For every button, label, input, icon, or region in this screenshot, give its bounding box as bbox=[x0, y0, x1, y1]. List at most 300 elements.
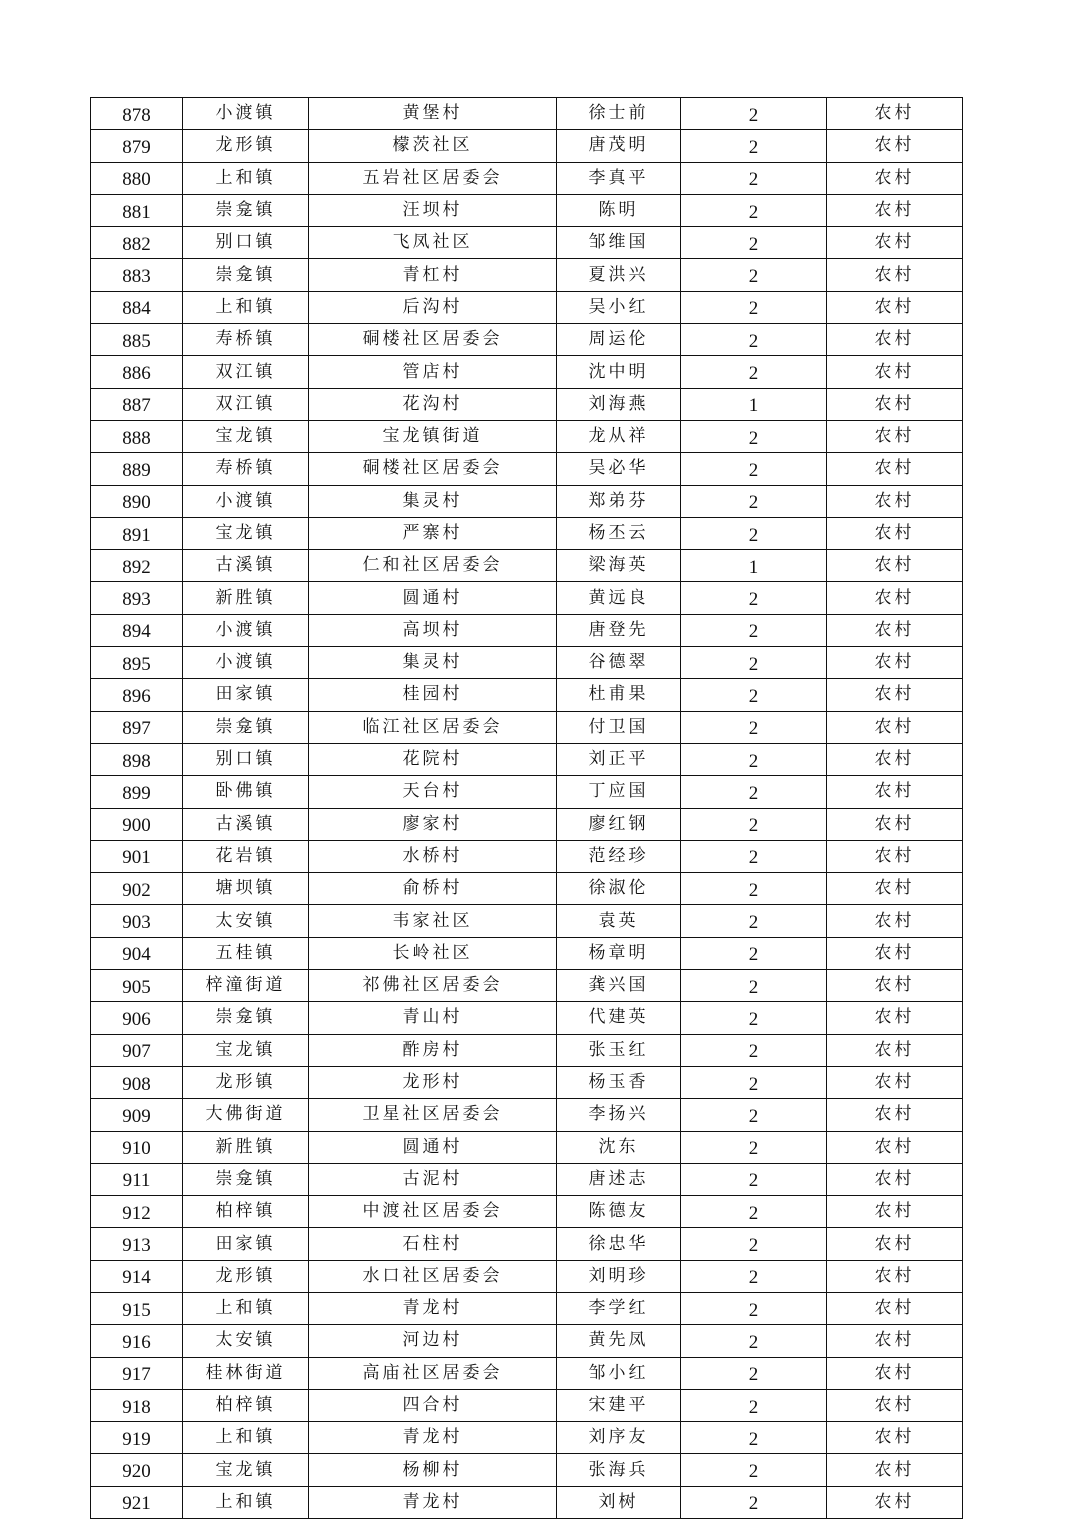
person-name-cell: 邹小红 bbox=[557, 1357, 681, 1389]
town-cell: 柏梓镇 bbox=[183, 1196, 309, 1228]
count-cell: 2 bbox=[681, 1002, 827, 1034]
town-cell: 桂林街道 bbox=[183, 1357, 309, 1389]
count-cell: 2 bbox=[681, 1389, 827, 1421]
row-number-cell: 907 bbox=[91, 1034, 183, 1066]
village-cell: 集灵村 bbox=[309, 647, 557, 679]
row-number-cell: 909 bbox=[91, 1099, 183, 1131]
village-cell: 仁和社区居委会 bbox=[309, 550, 557, 582]
count-cell: 2 bbox=[681, 98, 827, 130]
category-cell: 农村 bbox=[827, 1260, 963, 1292]
category-cell: 农村 bbox=[827, 1002, 963, 1034]
category-cell: 农村 bbox=[827, 873, 963, 905]
table-row bbox=[91, 808, 963, 840]
category-cell: 农村 bbox=[827, 937, 963, 969]
person-name-cell: 徐淑伦 bbox=[557, 873, 681, 905]
village-cell: 水口社区居委会 bbox=[309, 1260, 557, 1292]
row-number-cell: 919 bbox=[91, 1422, 183, 1454]
count-cell: 2 bbox=[681, 420, 827, 452]
table-row bbox=[91, 420, 963, 452]
count-cell: 2 bbox=[681, 130, 827, 162]
village-cell: 檬茨社区 bbox=[309, 130, 557, 162]
village-cell: 俞桥村 bbox=[309, 873, 557, 905]
person-name-cell: 袁英 bbox=[557, 905, 681, 937]
table-row bbox=[91, 1422, 963, 1454]
town-cell: 上和镇 bbox=[183, 162, 309, 194]
count-cell: 2 bbox=[681, 1486, 827, 1518]
row-number-cell: 889 bbox=[91, 453, 183, 485]
table-row bbox=[91, 743, 963, 775]
town-cell: 小渡镇 bbox=[183, 98, 309, 130]
person-name-cell: 吴必华 bbox=[557, 453, 681, 485]
village-cell: 严寨村 bbox=[309, 517, 557, 549]
table-row bbox=[91, 98, 963, 130]
person-name-cell: 刘正平 bbox=[557, 743, 681, 775]
category-cell: 农村 bbox=[827, 1066, 963, 1098]
category-cell: 农村 bbox=[827, 711, 963, 743]
row-number-cell: 900 bbox=[91, 808, 183, 840]
count-cell: 2 bbox=[681, 1228, 827, 1260]
village-cell: 集灵村 bbox=[309, 485, 557, 517]
category-cell: 农村 bbox=[827, 324, 963, 356]
table-body bbox=[91, 98, 963, 1519]
village-cell: 中渡社区居委会 bbox=[309, 1196, 557, 1228]
table-row bbox=[91, 1486, 963, 1518]
person-name-cell: 刘明珍 bbox=[557, 1260, 681, 1292]
village-cell: 青龙村 bbox=[309, 1292, 557, 1324]
person-name-cell: 李学红 bbox=[557, 1292, 681, 1324]
town-cell: 大佛街道 bbox=[183, 1099, 309, 1131]
table-row bbox=[91, 1163, 963, 1195]
town-cell: 卧佛镇 bbox=[183, 776, 309, 808]
village-cell: 汪坝村 bbox=[309, 194, 557, 226]
count-cell: 2 bbox=[681, 840, 827, 872]
count-cell: 2 bbox=[681, 453, 827, 485]
row-number-cell: 914 bbox=[91, 1260, 183, 1292]
category-cell: 农村 bbox=[827, 227, 963, 259]
records-table bbox=[90, 97, 963, 1519]
village-cell: 韦家社区 bbox=[309, 905, 557, 937]
table-row bbox=[91, 550, 963, 582]
village-cell: 五岩社区居委会 bbox=[309, 162, 557, 194]
category-cell: 农村 bbox=[827, 743, 963, 775]
row-number-cell: 908 bbox=[91, 1066, 183, 1098]
count-cell: 2 bbox=[681, 1454, 827, 1486]
village-cell: 青龙村 bbox=[309, 1486, 557, 1518]
town-cell: 宝龙镇 bbox=[183, 420, 309, 452]
town-cell: 古溪镇 bbox=[183, 808, 309, 840]
town-cell: 柏梓镇 bbox=[183, 1389, 309, 1421]
table-row bbox=[91, 1292, 963, 1324]
town-cell: 五桂镇 bbox=[183, 937, 309, 969]
count-cell: 2 bbox=[681, 227, 827, 259]
person-name-cell: 邹维国 bbox=[557, 227, 681, 259]
table-row bbox=[91, 1034, 963, 1066]
person-name-cell: 沈东 bbox=[557, 1131, 681, 1163]
row-number-cell: 884 bbox=[91, 291, 183, 323]
town-cell: 花岩镇 bbox=[183, 840, 309, 872]
table-row bbox=[91, 356, 963, 388]
town-cell: 别口镇 bbox=[183, 227, 309, 259]
town-cell: 双江镇 bbox=[183, 356, 309, 388]
row-number-cell: 891 bbox=[91, 517, 183, 549]
count-cell: 2 bbox=[681, 970, 827, 1002]
person-name-cell: 周运伦 bbox=[557, 324, 681, 356]
count-cell: 2 bbox=[681, 1292, 827, 1324]
table-row bbox=[91, 1196, 963, 1228]
village-cell: 水桥村 bbox=[309, 840, 557, 872]
town-cell: 宝龙镇 bbox=[183, 517, 309, 549]
table-row bbox=[91, 453, 963, 485]
row-number-cell: 921 bbox=[91, 1486, 183, 1518]
category-cell: 农村 bbox=[827, 776, 963, 808]
person-name-cell: 吴小红 bbox=[557, 291, 681, 323]
town-cell: 太安镇 bbox=[183, 1325, 309, 1357]
row-number-cell: 886 bbox=[91, 356, 183, 388]
village-cell: 花沟村 bbox=[309, 388, 557, 420]
town-cell: 宝龙镇 bbox=[183, 1454, 309, 1486]
count-cell: 2 bbox=[681, 1066, 827, 1098]
table-row bbox=[91, 517, 963, 549]
category-cell: 农村 bbox=[827, 356, 963, 388]
village-cell: 祁佛社区居委会 bbox=[309, 970, 557, 1002]
category-cell: 农村 bbox=[827, 905, 963, 937]
village-cell: 廖家村 bbox=[309, 808, 557, 840]
category-cell: 农村 bbox=[827, 1228, 963, 1260]
person-name-cell: 张玉红 bbox=[557, 1034, 681, 1066]
row-number-cell: 894 bbox=[91, 614, 183, 646]
person-name-cell: 杨章明 bbox=[557, 937, 681, 969]
town-cell: 龙形镇 bbox=[183, 130, 309, 162]
row-number-cell: 902 bbox=[91, 873, 183, 905]
category-cell: 农村 bbox=[827, 485, 963, 517]
table-row bbox=[91, 1325, 963, 1357]
table-row bbox=[91, 162, 963, 194]
town-cell: 梓潼街道 bbox=[183, 970, 309, 1002]
village-cell: 黄堡村 bbox=[309, 98, 557, 130]
table-row bbox=[91, 970, 963, 1002]
row-number-cell: 903 bbox=[91, 905, 183, 937]
village-cell: 河边村 bbox=[309, 1325, 557, 1357]
person-name-cell: 郑弟芬 bbox=[557, 485, 681, 517]
count-cell: 2 bbox=[681, 291, 827, 323]
category-cell: 农村 bbox=[827, 517, 963, 549]
row-number-cell: 882 bbox=[91, 227, 183, 259]
count-cell: 2 bbox=[681, 517, 827, 549]
village-cell: 宝龙镇街道 bbox=[309, 420, 557, 452]
category-cell: 农村 bbox=[827, 1099, 963, 1131]
row-number-cell: 893 bbox=[91, 582, 183, 614]
row-number-cell: 912 bbox=[91, 1196, 183, 1228]
town-cell: 上和镇 bbox=[183, 1486, 309, 1518]
table-row bbox=[91, 1228, 963, 1260]
town-cell: 新胜镇 bbox=[183, 582, 309, 614]
table-row bbox=[91, 1002, 963, 1034]
person-name-cell: 李扬兴 bbox=[557, 1099, 681, 1131]
person-name-cell: 谷德翠 bbox=[557, 647, 681, 679]
town-cell: 古溪镇 bbox=[183, 550, 309, 582]
row-number-cell: 887 bbox=[91, 388, 183, 420]
count-cell: 2 bbox=[681, 582, 827, 614]
table-row bbox=[91, 1454, 963, 1486]
table-row bbox=[91, 1260, 963, 1292]
village-cell: 高庙社区居委会 bbox=[309, 1357, 557, 1389]
category-cell: 农村 bbox=[827, 453, 963, 485]
town-cell: 龙形镇 bbox=[183, 1066, 309, 1098]
person-name-cell: 唐登先 bbox=[557, 614, 681, 646]
town-cell: 崇龛镇 bbox=[183, 1163, 309, 1195]
village-cell: 后沟村 bbox=[309, 291, 557, 323]
village-cell: 硐楼社区居委会 bbox=[309, 453, 557, 485]
table-row bbox=[91, 647, 963, 679]
row-number-cell: 892 bbox=[91, 550, 183, 582]
category-cell: 农村 bbox=[827, 808, 963, 840]
table-row bbox=[91, 1389, 963, 1421]
table-row bbox=[91, 130, 963, 162]
count-cell: 2 bbox=[681, 1325, 827, 1357]
person-name-cell: 杨玉香 bbox=[557, 1066, 681, 1098]
count-cell: 2 bbox=[681, 808, 827, 840]
row-number-cell: 904 bbox=[91, 937, 183, 969]
category-cell: 农村 bbox=[827, 420, 963, 452]
category-cell: 农村 bbox=[827, 291, 963, 323]
person-name-cell: 唐述志 bbox=[557, 1163, 681, 1195]
row-number-cell: 918 bbox=[91, 1389, 183, 1421]
village-cell: 天台村 bbox=[309, 776, 557, 808]
table-row bbox=[91, 485, 963, 517]
row-number-cell: 905 bbox=[91, 970, 183, 1002]
town-cell: 寿桥镇 bbox=[183, 324, 309, 356]
row-number-cell: 880 bbox=[91, 162, 183, 194]
row-number-cell: 896 bbox=[91, 679, 183, 711]
count-cell: 2 bbox=[681, 1131, 827, 1163]
town-cell: 塘坝镇 bbox=[183, 873, 309, 905]
person-name-cell: 沈中明 bbox=[557, 356, 681, 388]
count-cell: 1 bbox=[681, 388, 827, 420]
village-cell: 石柱村 bbox=[309, 1228, 557, 1260]
row-number-cell: 915 bbox=[91, 1292, 183, 1324]
town-cell: 上和镇 bbox=[183, 1422, 309, 1454]
person-name-cell: 徐士前 bbox=[557, 98, 681, 130]
town-cell: 崇龛镇 bbox=[183, 194, 309, 226]
category-cell: 农村 bbox=[827, 679, 963, 711]
village-cell: 桂园村 bbox=[309, 679, 557, 711]
village-cell: 酢房村 bbox=[309, 1034, 557, 1066]
table-row bbox=[91, 388, 963, 420]
town-cell: 小渡镇 bbox=[183, 647, 309, 679]
category-cell: 农村 bbox=[827, 840, 963, 872]
table-row bbox=[91, 291, 963, 323]
category-cell: 农村 bbox=[827, 647, 963, 679]
count-cell: 2 bbox=[681, 1196, 827, 1228]
person-name-cell: 杜甫果 bbox=[557, 679, 681, 711]
category-cell: 农村 bbox=[827, 1292, 963, 1324]
town-cell: 别口镇 bbox=[183, 743, 309, 775]
table-row bbox=[91, 1131, 963, 1163]
row-number-cell: 913 bbox=[91, 1228, 183, 1260]
count-cell: 2 bbox=[681, 873, 827, 905]
row-number-cell: 901 bbox=[91, 840, 183, 872]
village-cell: 圆通村 bbox=[309, 582, 557, 614]
town-cell: 新胜镇 bbox=[183, 1131, 309, 1163]
person-name-cell: 张海兵 bbox=[557, 1454, 681, 1486]
person-name-cell: 代建英 bbox=[557, 1002, 681, 1034]
village-cell: 杨柳村 bbox=[309, 1454, 557, 1486]
category-cell: 农村 bbox=[827, 98, 963, 130]
person-name-cell: 唐茂明 bbox=[557, 130, 681, 162]
count-cell: 2 bbox=[681, 1422, 827, 1454]
category-cell: 农村 bbox=[827, 1325, 963, 1357]
row-number-cell: 878 bbox=[91, 98, 183, 130]
category-cell: 农村 bbox=[827, 1422, 963, 1454]
count-cell: 2 bbox=[681, 194, 827, 226]
town-cell: 上和镇 bbox=[183, 1292, 309, 1324]
count-cell: 2 bbox=[681, 743, 827, 775]
count-cell: 2 bbox=[681, 1034, 827, 1066]
category-cell: 农村 bbox=[827, 1357, 963, 1389]
count-cell: 2 bbox=[681, 647, 827, 679]
count-cell: 2 bbox=[681, 324, 827, 356]
town-cell: 双江镇 bbox=[183, 388, 309, 420]
category-cell: 农村 bbox=[827, 1454, 963, 1486]
town-cell: 小渡镇 bbox=[183, 485, 309, 517]
category-cell: 农村 bbox=[827, 550, 963, 582]
category-cell: 农村 bbox=[827, 388, 963, 420]
person-name-cell: 丁应国 bbox=[557, 776, 681, 808]
table-row bbox=[91, 614, 963, 646]
row-number-cell: 911 bbox=[91, 1163, 183, 1195]
town-cell: 崇龛镇 bbox=[183, 711, 309, 743]
person-name-cell: 陈德友 bbox=[557, 1196, 681, 1228]
count-cell: 2 bbox=[681, 1163, 827, 1195]
category-cell: 农村 bbox=[827, 130, 963, 162]
table-row bbox=[91, 905, 963, 937]
person-name-cell: 刘树 bbox=[557, 1486, 681, 1518]
category-cell: 农村 bbox=[827, 1196, 963, 1228]
town-cell: 小渡镇 bbox=[183, 614, 309, 646]
town-cell: 龙形镇 bbox=[183, 1260, 309, 1292]
village-cell: 卫星社区居委会 bbox=[309, 1099, 557, 1131]
table-row bbox=[91, 1099, 963, 1131]
town-cell: 崇龛镇 bbox=[183, 259, 309, 291]
town-cell: 田家镇 bbox=[183, 679, 309, 711]
town-cell: 宝龙镇 bbox=[183, 1034, 309, 1066]
table-row bbox=[91, 1357, 963, 1389]
table-row bbox=[91, 711, 963, 743]
category-cell: 农村 bbox=[827, 614, 963, 646]
person-name-cell: 宋建平 bbox=[557, 1389, 681, 1421]
person-name-cell: 夏洪兴 bbox=[557, 259, 681, 291]
table-row bbox=[91, 1066, 963, 1098]
count-cell: 2 bbox=[681, 614, 827, 646]
town-cell: 太安镇 bbox=[183, 905, 309, 937]
table-row bbox=[91, 194, 963, 226]
village-cell: 古泥村 bbox=[309, 1163, 557, 1195]
count-cell: 2 bbox=[681, 259, 827, 291]
count-cell: 1 bbox=[681, 550, 827, 582]
person-name-cell: 龚兴国 bbox=[557, 970, 681, 1002]
town-cell: 田家镇 bbox=[183, 1228, 309, 1260]
village-cell: 花院村 bbox=[309, 743, 557, 775]
village-cell: 圆通村 bbox=[309, 1131, 557, 1163]
person-name-cell: 李真平 bbox=[557, 162, 681, 194]
person-name-cell: 付卫国 bbox=[557, 711, 681, 743]
table-row bbox=[91, 259, 963, 291]
count-cell: 2 bbox=[681, 905, 827, 937]
row-number-cell: 895 bbox=[91, 647, 183, 679]
person-name-cell: 徐忠华 bbox=[557, 1228, 681, 1260]
table-row bbox=[91, 582, 963, 614]
village-cell: 青山村 bbox=[309, 1002, 557, 1034]
table-row bbox=[91, 840, 963, 872]
person-name-cell: 黄先凤 bbox=[557, 1325, 681, 1357]
row-number-cell: 885 bbox=[91, 324, 183, 356]
row-number-cell: 906 bbox=[91, 1002, 183, 1034]
village-cell: 临江社区居委会 bbox=[309, 711, 557, 743]
person-name-cell: 杨丕云 bbox=[557, 517, 681, 549]
village-cell: 管店村 bbox=[309, 356, 557, 388]
count-cell: 2 bbox=[681, 356, 827, 388]
row-number-cell: 917 bbox=[91, 1357, 183, 1389]
row-number-cell: 888 bbox=[91, 420, 183, 452]
count-cell: 2 bbox=[681, 1357, 827, 1389]
village-cell: 四合村 bbox=[309, 1389, 557, 1421]
count-cell: 2 bbox=[681, 937, 827, 969]
person-name-cell: 龙从祥 bbox=[557, 420, 681, 452]
town-cell: 上和镇 bbox=[183, 291, 309, 323]
row-number-cell: 890 bbox=[91, 485, 183, 517]
person-name-cell: 陈明 bbox=[557, 194, 681, 226]
person-name-cell: 梁海英 bbox=[557, 550, 681, 582]
village-cell: 飞凤社区 bbox=[309, 227, 557, 259]
row-number-cell: 898 bbox=[91, 743, 183, 775]
row-number-cell: 916 bbox=[91, 1325, 183, 1357]
count-cell: 2 bbox=[681, 776, 827, 808]
person-name-cell: 刘海燕 bbox=[557, 388, 681, 420]
person-name-cell: 刘序友 bbox=[557, 1422, 681, 1454]
category-cell: 农村 bbox=[827, 1486, 963, 1518]
person-name-cell: 范经珍 bbox=[557, 840, 681, 872]
row-number-cell: 897 bbox=[91, 711, 183, 743]
table-row bbox=[91, 873, 963, 905]
village-cell: 高坝村 bbox=[309, 614, 557, 646]
category-cell: 农村 bbox=[827, 259, 963, 291]
count-cell: 2 bbox=[681, 711, 827, 743]
village-cell: 龙形村 bbox=[309, 1066, 557, 1098]
row-number-cell: 881 bbox=[91, 194, 183, 226]
person-name-cell: 黄远良 bbox=[557, 582, 681, 614]
category-cell: 农村 bbox=[827, 194, 963, 226]
row-number-cell: 920 bbox=[91, 1454, 183, 1486]
category-cell: 农村 bbox=[827, 1131, 963, 1163]
row-number-cell: 883 bbox=[91, 259, 183, 291]
village-cell: 青杠村 bbox=[309, 259, 557, 291]
table-row bbox=[91, 937, 963, 969]
row-number-cell: 910 bbox=[91, 1131, 183, 1163]
table-row bbox=[91, 324, 963, 356]
category-cell: 农村 bbox=[827, 162, 963, 194]
category-cell: 农村 bbox=[827, 1034, 963, 1066]
row-number-cell: 899 bbox=[91, 776, 183, 808]
count-cell: 2 bbox=[681, 679, 827, 711]
person-name-cell: 廖红钢 bbox=[557, 808, 681, 840]
village-cell: 青龙村 bbox=[309, 1422, 557, 1454]
count-cell: 2 bbox=[681, 485, 827, 517]
village-cell: 硐楼社区居委会 bbox=[309, 324, 557, 356]
table-row bbox=[91, 227, 963, 259]
count-cell: 2 bbox=[681, 162, 827, 194]
village-cell: 长岭社区 bbox=[309, 937, 557, 969]
row-number-cell: 879 bbox=[91, 130, 183, 162]
